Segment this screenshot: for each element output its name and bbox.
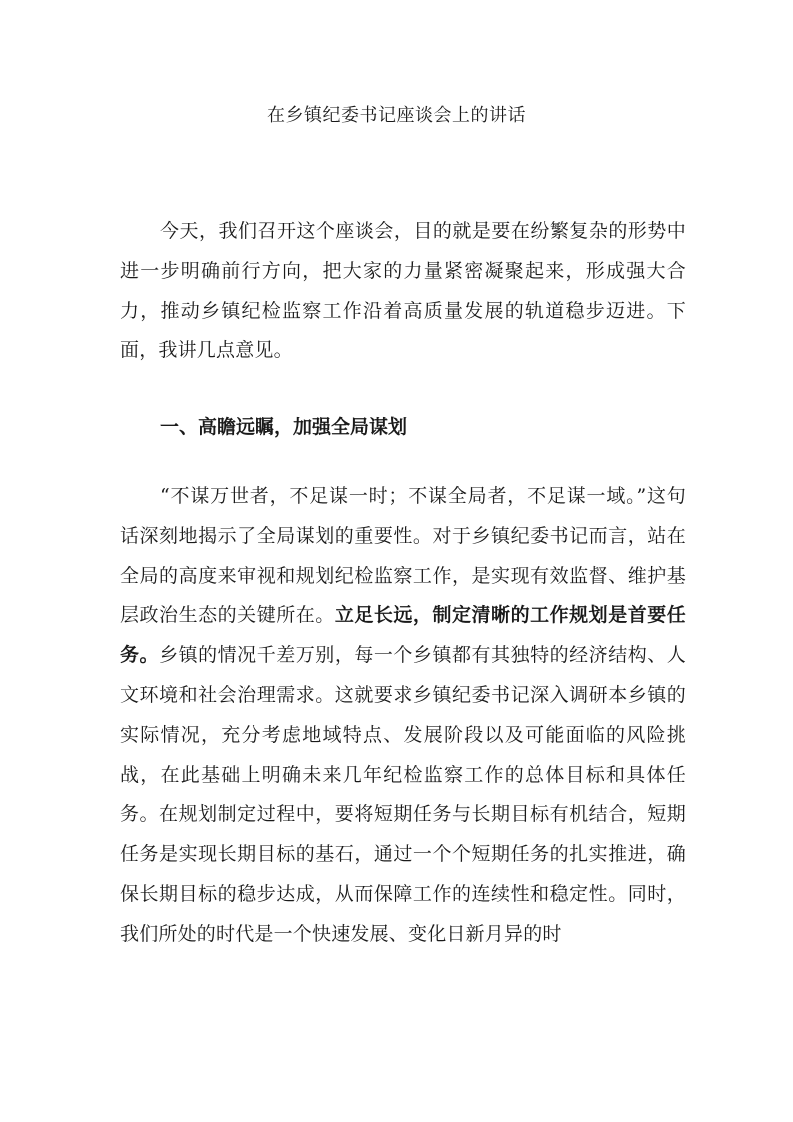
document-title: 在乡镇纪委书记座谈会上的讲话	[267, 105, 526, 126]
section-paragraph	[120, 477, 686, 955]
paragraph-text-part2: 乡镇的情况千差万别，每一个乡镇都有其独特的经济结构、人文环境和社会治理需求。这就要求乡镇纪委书记深入调研本乡镇的实际情况，充分考虑地域特点、发展阶段以及可能面临的风险挑战，在此基础上明确未来几年纪检监察工作的总体目标和具体任务。在规划制定过程中，要将短期任务与长期目标有机结合，短期任务是实现长期目标的基石，通过一个个短期任务的扎实推进，确保长期目标的稳步达成，从而保障工作的连续性和稳定性。同时，我们所处的时代是一个快速发展、变化日新月异的时	[120, 644, 686, 945]
intro-paragraph: 今天，我们召开这个座谈会，目的就是要在纷繁复杂的形势中进一步明确前行方向，把大家的力量紧密凝聚起来，形成强大合力，推动乡镇纪检监察工作沿着高质量发展的轨道稳步迈进。下面，我讲几点意见。	[120, 220, 686, 362]
paragraph-bold-text: 立足长远，制定清晰的工作规划是首要任务。	[120, 604, 686, 667]
section-heading: 一、高瞻远瞩，加强全局谋划	[160, 416, 408, 438]
paragraph-text-part1: “不谋万世者，不足谋一时；不谋全局者，不足谋一域。”这句话深刻地揭示了全局谋划的重要性。对于乡镇纪委书记而言，站在全局的高度来审视和规划纪检监察工作，是实现有效监督、维护基层政治生态的关键所在。	[120, 485, 686, 627]
